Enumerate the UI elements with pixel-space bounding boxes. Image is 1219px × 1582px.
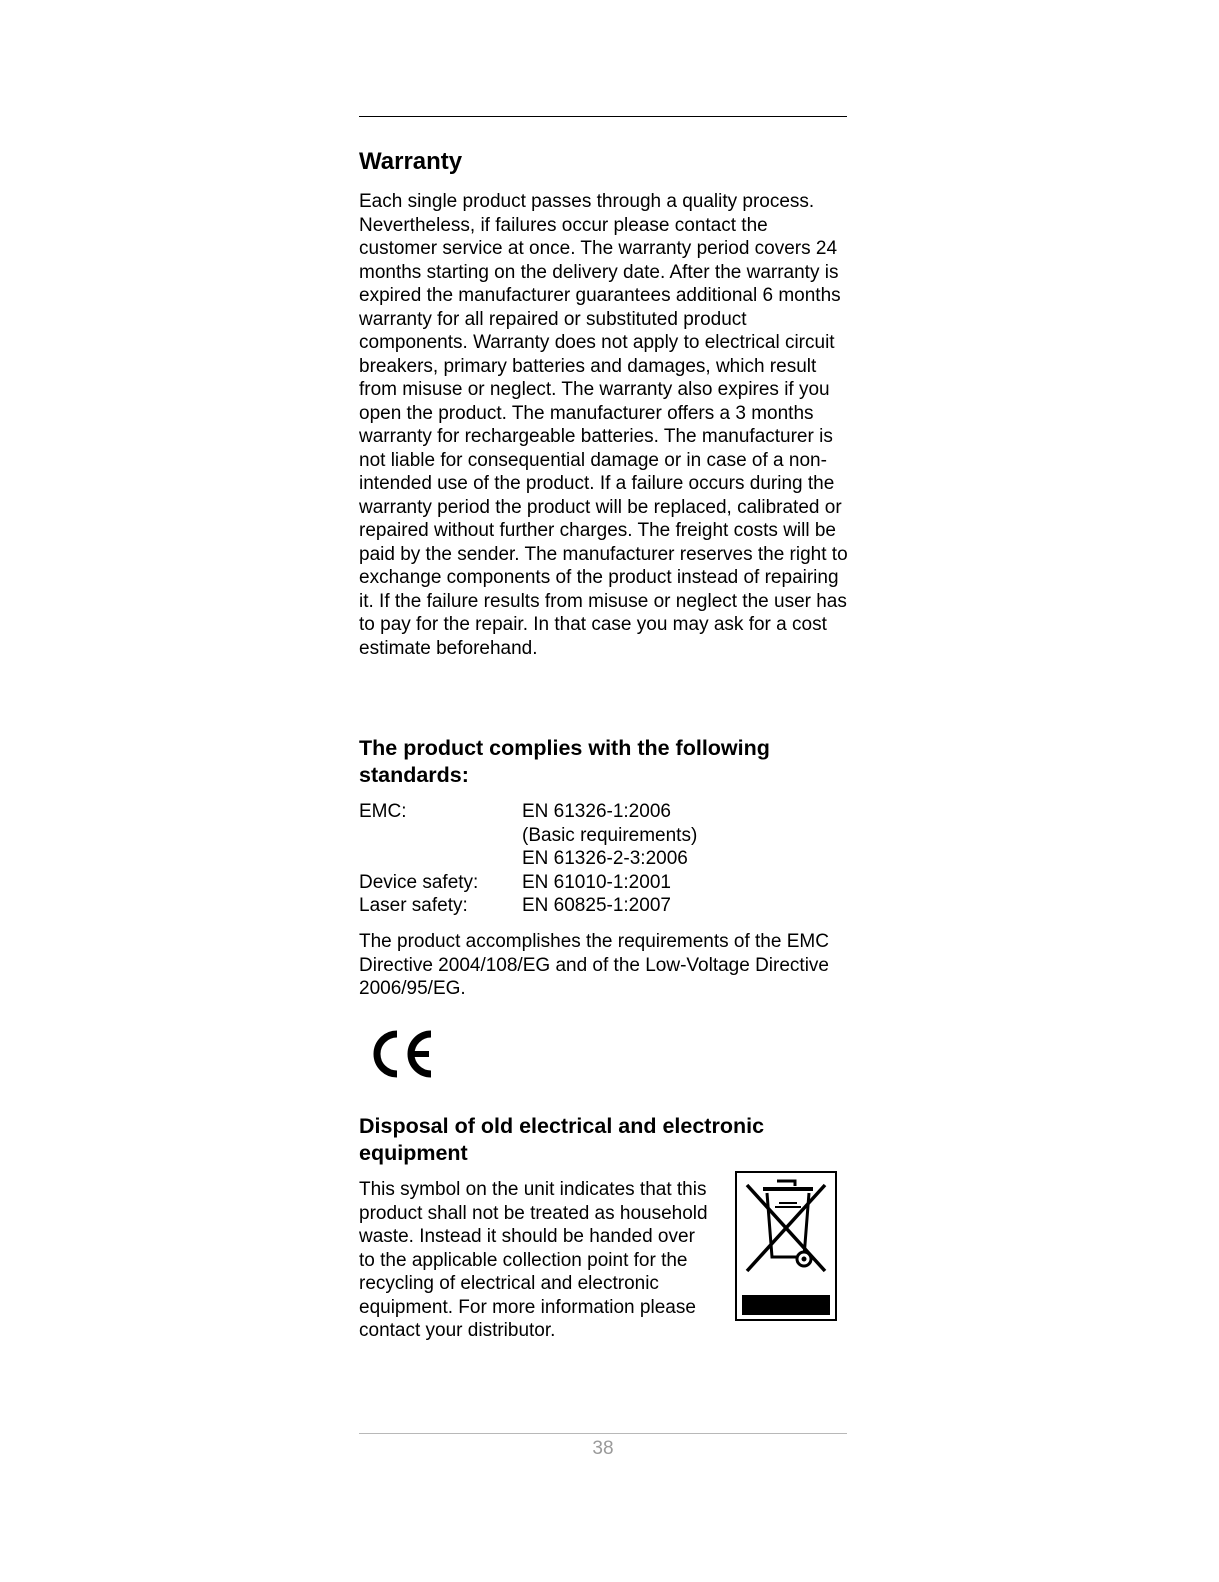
standards-row-value: EN 61326-1:2006 [522,801,671,822]
standards-row-label: EMC: [359,801,407,822]
standards-row [359,894,839,918]
standards-row-value: EN 61010-1:2001 [522,871,671,893]
weee-symbol-frame [735,1171,837,1321]
standards-row-value: (Basic requirements) [522,824,698,846]
standards-row [359,824,839,848]
standards-row-label: Laser safety: [359,895,468,916]
standards-row-label [359,847,522,871]
standards-row-label: Device safety: [359,871,479,893]
header-rule [359,116,847,117]
standards-row-value: EN 61326-2-3:2006 [522,848,688,869]
warranty-heading: Warranty [359,148,463,175]
disposal-heading: Disposal of old electrical and electronic equipment [359,1114,765,1165]
weee-crossed-bin-icon [737,1173,835,1319]
page-number: 38 [592,1438,614,1459]
standards-table [359,800,839,918]
ce-mark-icon [369,1028,435,1080]
standards-row-value: EN 60825-1:2007 [522,895,671,916]
directive-paragraph: The product accomplishes the requirements of the EMC Directive 2004/108/EG and of the Low-Voltage Directive 2006/95/EG. [359,931,829,999]
warranty-paragraph: Each single product passes through a quality process. Nevertheless, if failures occur please contact the customer service at once. The warranty period covers 24 months starting on the delivery date. After the warranty is expired the manufacturer guarantees additional 6 months warranty for all repaired or substituted product components. Warranty does not apply to electrical circuit breakers, primary batteries and damages, which result from misuse or neglect. The warranty also expires if you open the product. The manufacturer offers a 3 months warranty for rechargeable batteries. The manufacturer is not liable for consequential damage or in case of a non-intended use of the product. If a failure occurs during the warranty period the product will be replaced, calibrated or repaired without further charges. The freight costs will be paid by the sender. The manufacturer reserves the right to exchange components of the product instead of repairing it. If the failure results from misuse or neglect the user has to pay for the repair. In that case you may ask for a cost estimate beforehand. [359,191,848,659]
standards-row [359,800,839,824]
standards-row [359,871,839,895]
standards-row [359,847,839,871]
footer-rule [359,1433,847,1434]
standards-row-label [359,824,522,848]
document-page [359,0,847,1582]
standards-heading: The product complies with the following standards: [359,736,770,787]
disposal-paragraph: This symbol on the unit indicates that this product shall not be treated as household waste. Instead it should be handed over to the applicable collection point for the recycling of electrical and electronic equipment. For more information please contact your distributor. [359,1179,708,1341]
